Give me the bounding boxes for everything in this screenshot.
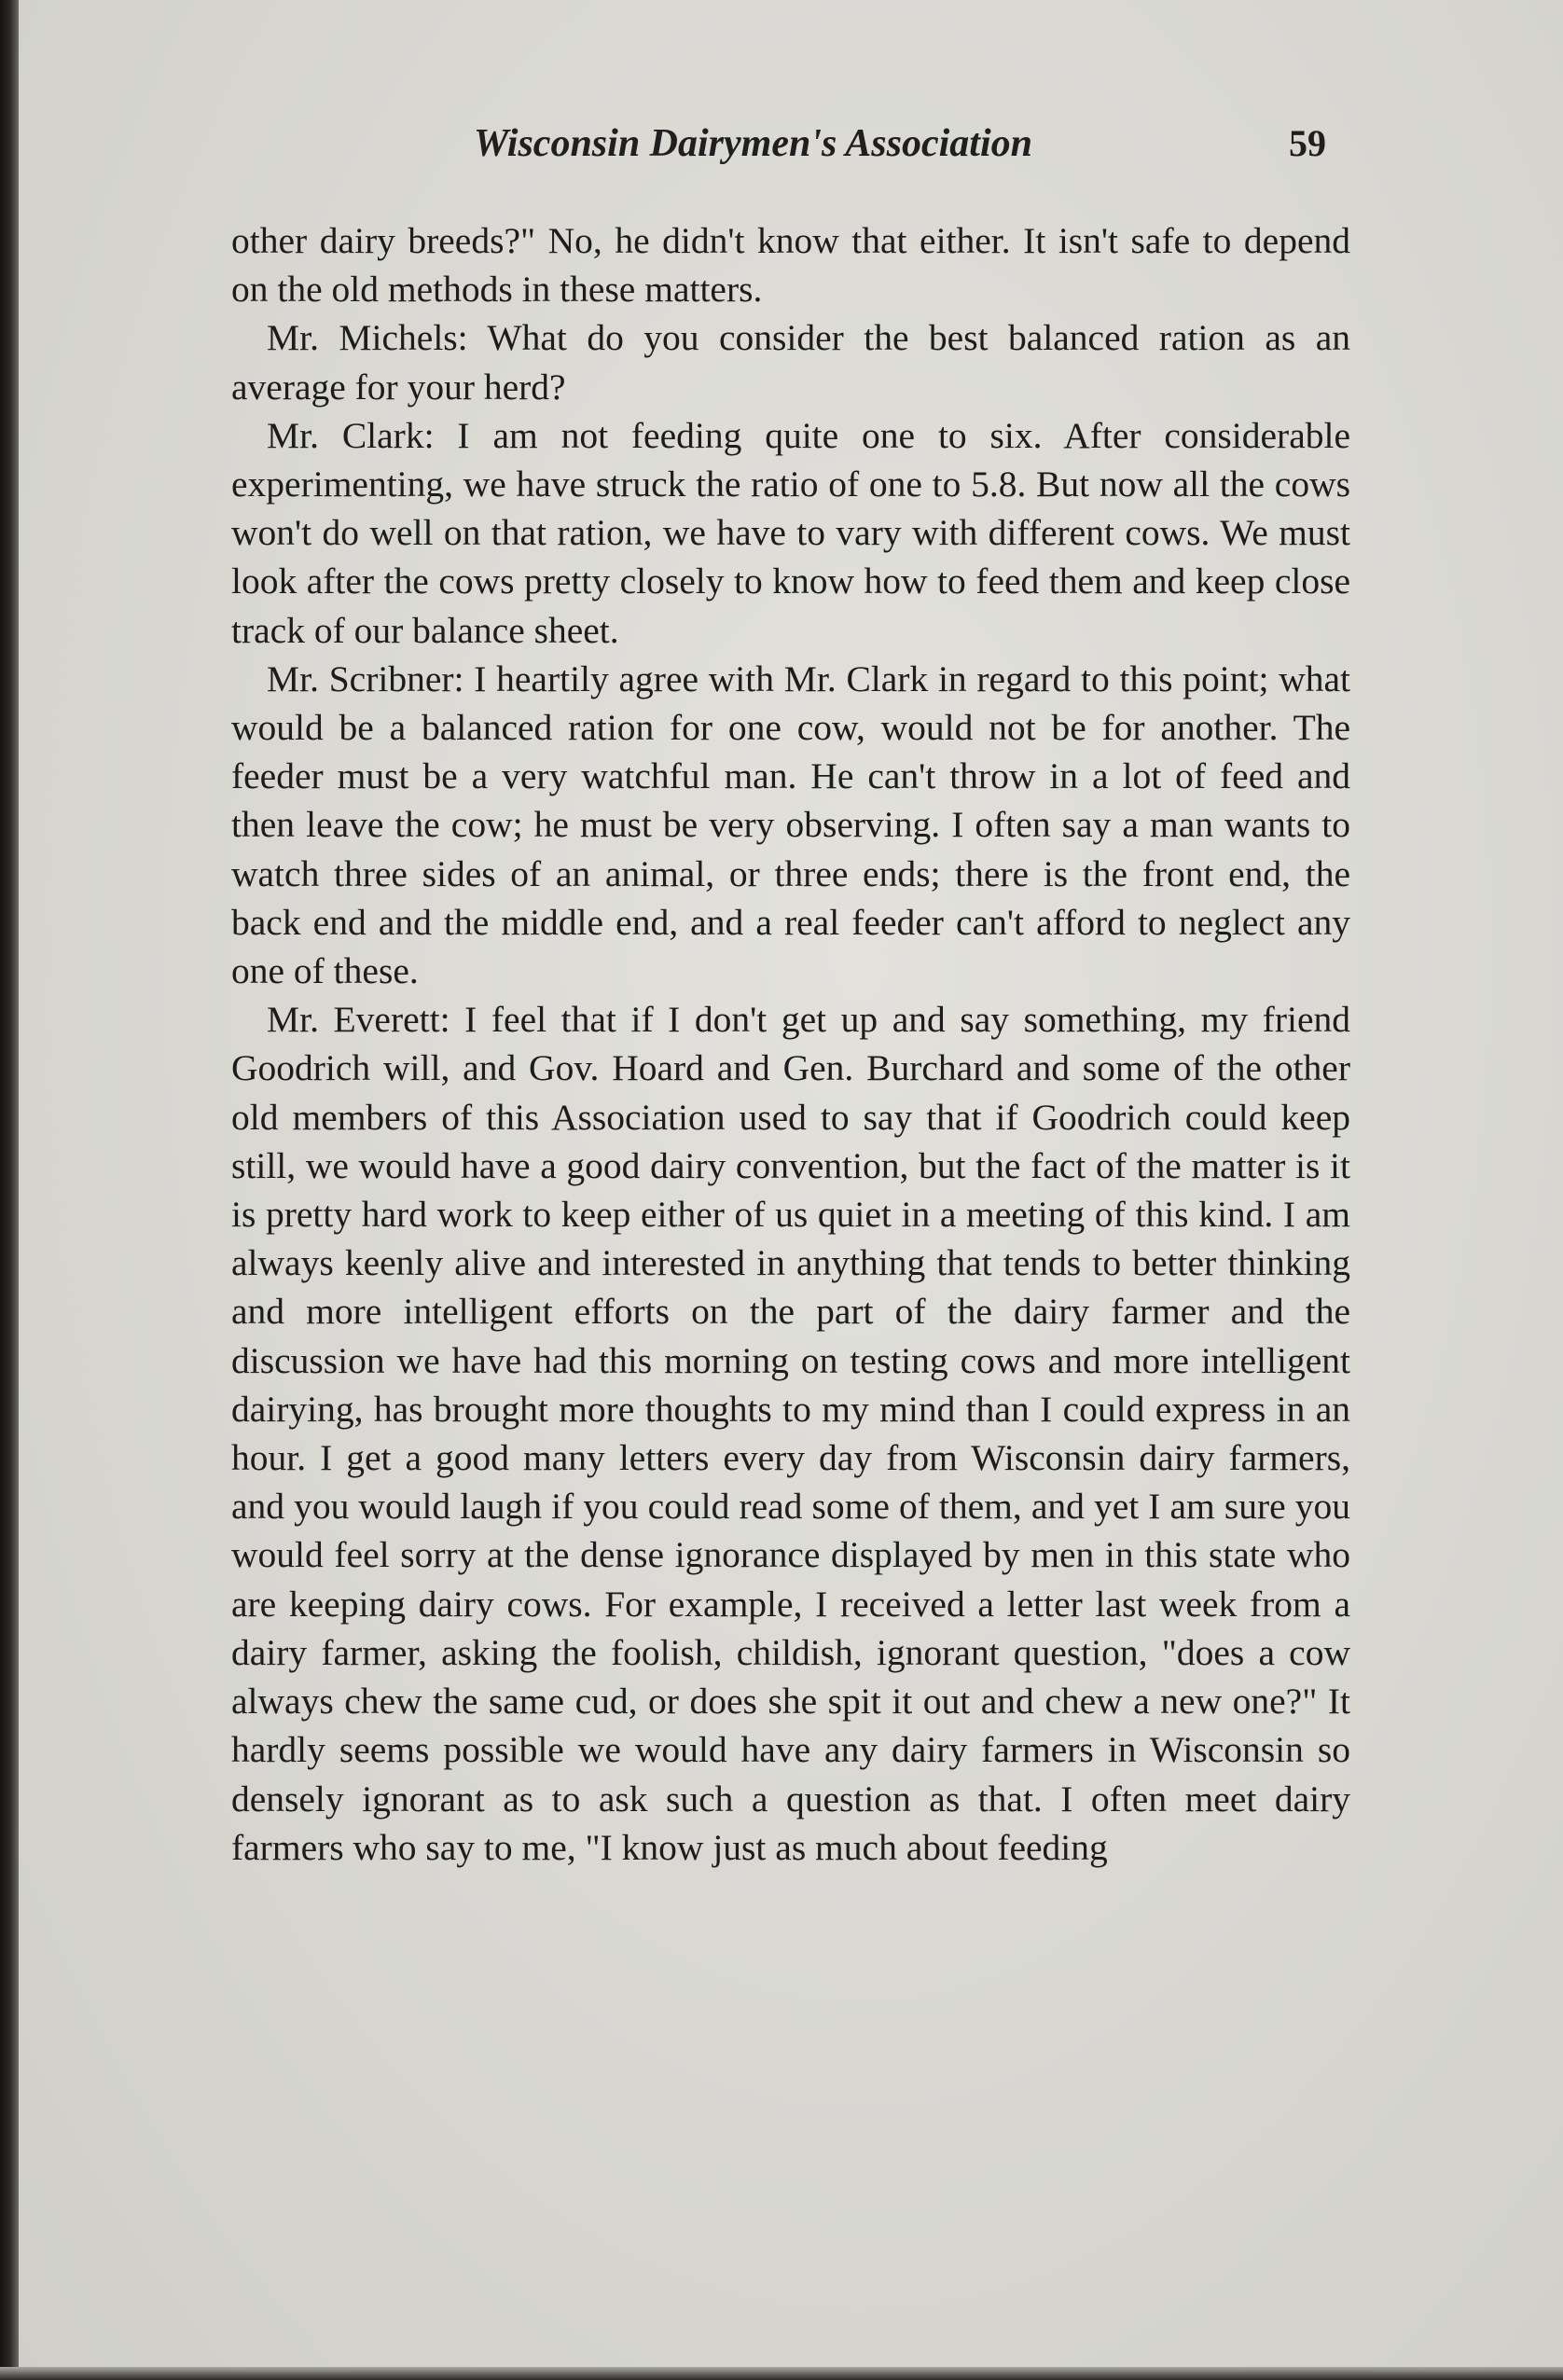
running-title: Wisconsin Dairymen's Association	[474, 122, 1032, 165]
body-text	[231, 216, 1350, 1872]
paragraph-continued: other dairy breeds?" No, he didn't know that either. It isn't safe to depend on the old methods in these matters.	[231, 220, 1350, 311]
paragraph-michels: Mr. Michels: What do you consider the best balanced ration as an average for your herd?	[231, 317, 1350, 408]
page-bottom-edge	[0, 2367, 1563, 2380]
page-content	[231, 121, 1350, 1872]
book-binding-edge	[0, 0, 19, 2380]
paragraph-everett: Mr. Everett: I feel that if I don't get up and say something, my friend Goodrich will, and Gov. Hoard and Gen. Burchard and some of the other old members of this Association used to say that if Goodrich could keep still, we would have a good dairy convention, but the fact of the matter is it is pretty hard work to keep either of us quiet in a meeting of this kind. I am always keenly alive and interested in anything that tends to better thinking and more intelligent efforts on the part of the dairy farmer and the discussion we have had this morning on testing cows and more intelligent dairying, has brought more thoughts to my mind than I could express in an hour. I get a good many letters every day from Wisconsin dairy farmers, and you would laugh if you could read some of them, and yet I am sure you would feel sorry at the dense ignorance displayed by men in this state who are keeping dairy cows. For example, I received a letter last week from a dairy farmer, asking the foolish, childish, ignorant question, "does a cow always chew the same cud, or does she spit it out and chew a new one?" It hardly seems possible we would have any dairy farmers in Wisconsin so densely ignorant as to ask such a question as that. I often meet dairy farmers who say to me, "I know just as much about feeding	[231, 999, 1350, 1868]
running-header	[231, 121, 1350, 177]
paragraph-clark: Mr. Clark: I am not feeding quite one to six. After considerable experimenting, we have struck the ratio of one to 5.8. But now all the cows won't do well on that ration, we have to vary with different cows. We must look after the cows pretty closely to know how to feed them and keep close track of our balance sheet.	[231, 414, 1350, 651]
paragraph-scribner: Mr. Scribner: I heartily agree with Mr. Clark in regard to this point; what would be a balanced ration for one cow, would not be for another. The feeder must be a very watchful man. He can't throw in a lot of feed and then leave the cow; he must be very observing. I often say a man wants to watch three sides of an animal, or three ends; there is the front end, the back end and the middle end, and a real feeder can't afford to neglect any one of these.	[231, 657, 1350, 992]
page-number: 59	[1289, 122, 1326, 164]
